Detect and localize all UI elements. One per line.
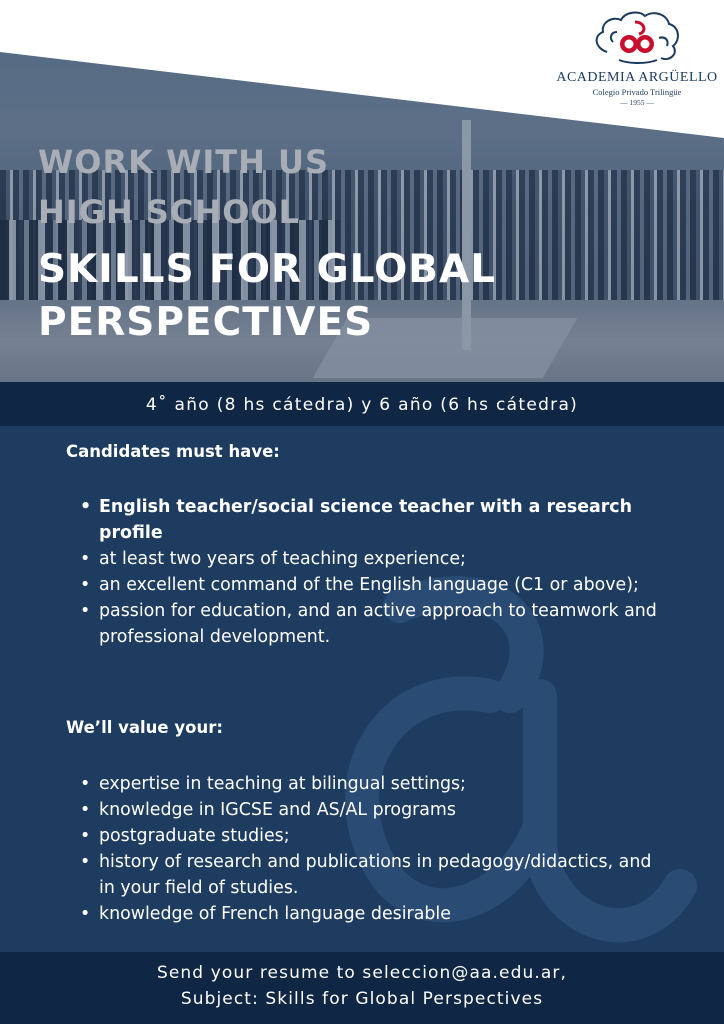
headline-position-line2: PERSPECTIVES [38,300,374,345]
value-item: • expertise in teaching at bilingual settings; [70,771,660,797]
school-founding-year: — 1955 — [620,98,654,107]
job-details [0,426,724,952]
email-subject: Subject: Skills for Global Perspectives [180,989,544,1009]
course-hours-band: 4˚ año (8 hs cátedra) y 6 año (6 hs cátedra) [0,382,724,426]
value-item: • knowledge in IGCSE and AS/AL programs [70,797,660,823]
value-item: • history of research and publications in pedagogy/didactics, and in your field of studies. [70,849,660,901]
requirement-item: • passion for education, and an active approach to teamwork and professional development. [70,598,660,650]
headline-position-line1: SKILLS FOR GLOBAL [38,247,496,292]
tree-logo-icon [589,8,685,70]
value-item: • postgraduate studies; [70,823,660,849]
school-name: ACADEMIA ARGÜELLO [556,70,718,85]
requirement-item: • English teacher/social science teacher with a research profile [70,494,660,546]
values-list [70,771,660,927]
contact-footer [0,952,724,1024]
school-logo [550,8,724,107]
requirements-list [70,494,660,650]
headline-work-with-us: WORK WITH US [38,143,330,181]
values-title: We’ll value your: [66,718,223,737]
resume-instruction: Send your resume to seleccion@aa.edu.ar, [156,963,567,983]
school-subtitle: Colegio Privado Trilingüe [592,87,682,97]
requirements-title: Candidates must have: [66,442,280,461]
requirement-item: • at least two years of teaching experience; [70,546,660,572]
value-item: • knowledge of French language desirable [70,901,660,927]
headline-high-school: HIGH SCHOOL [38,193,300,231]
requirement-item: • an excellent command of the English language (C1 or above); [70,572,660,598]
